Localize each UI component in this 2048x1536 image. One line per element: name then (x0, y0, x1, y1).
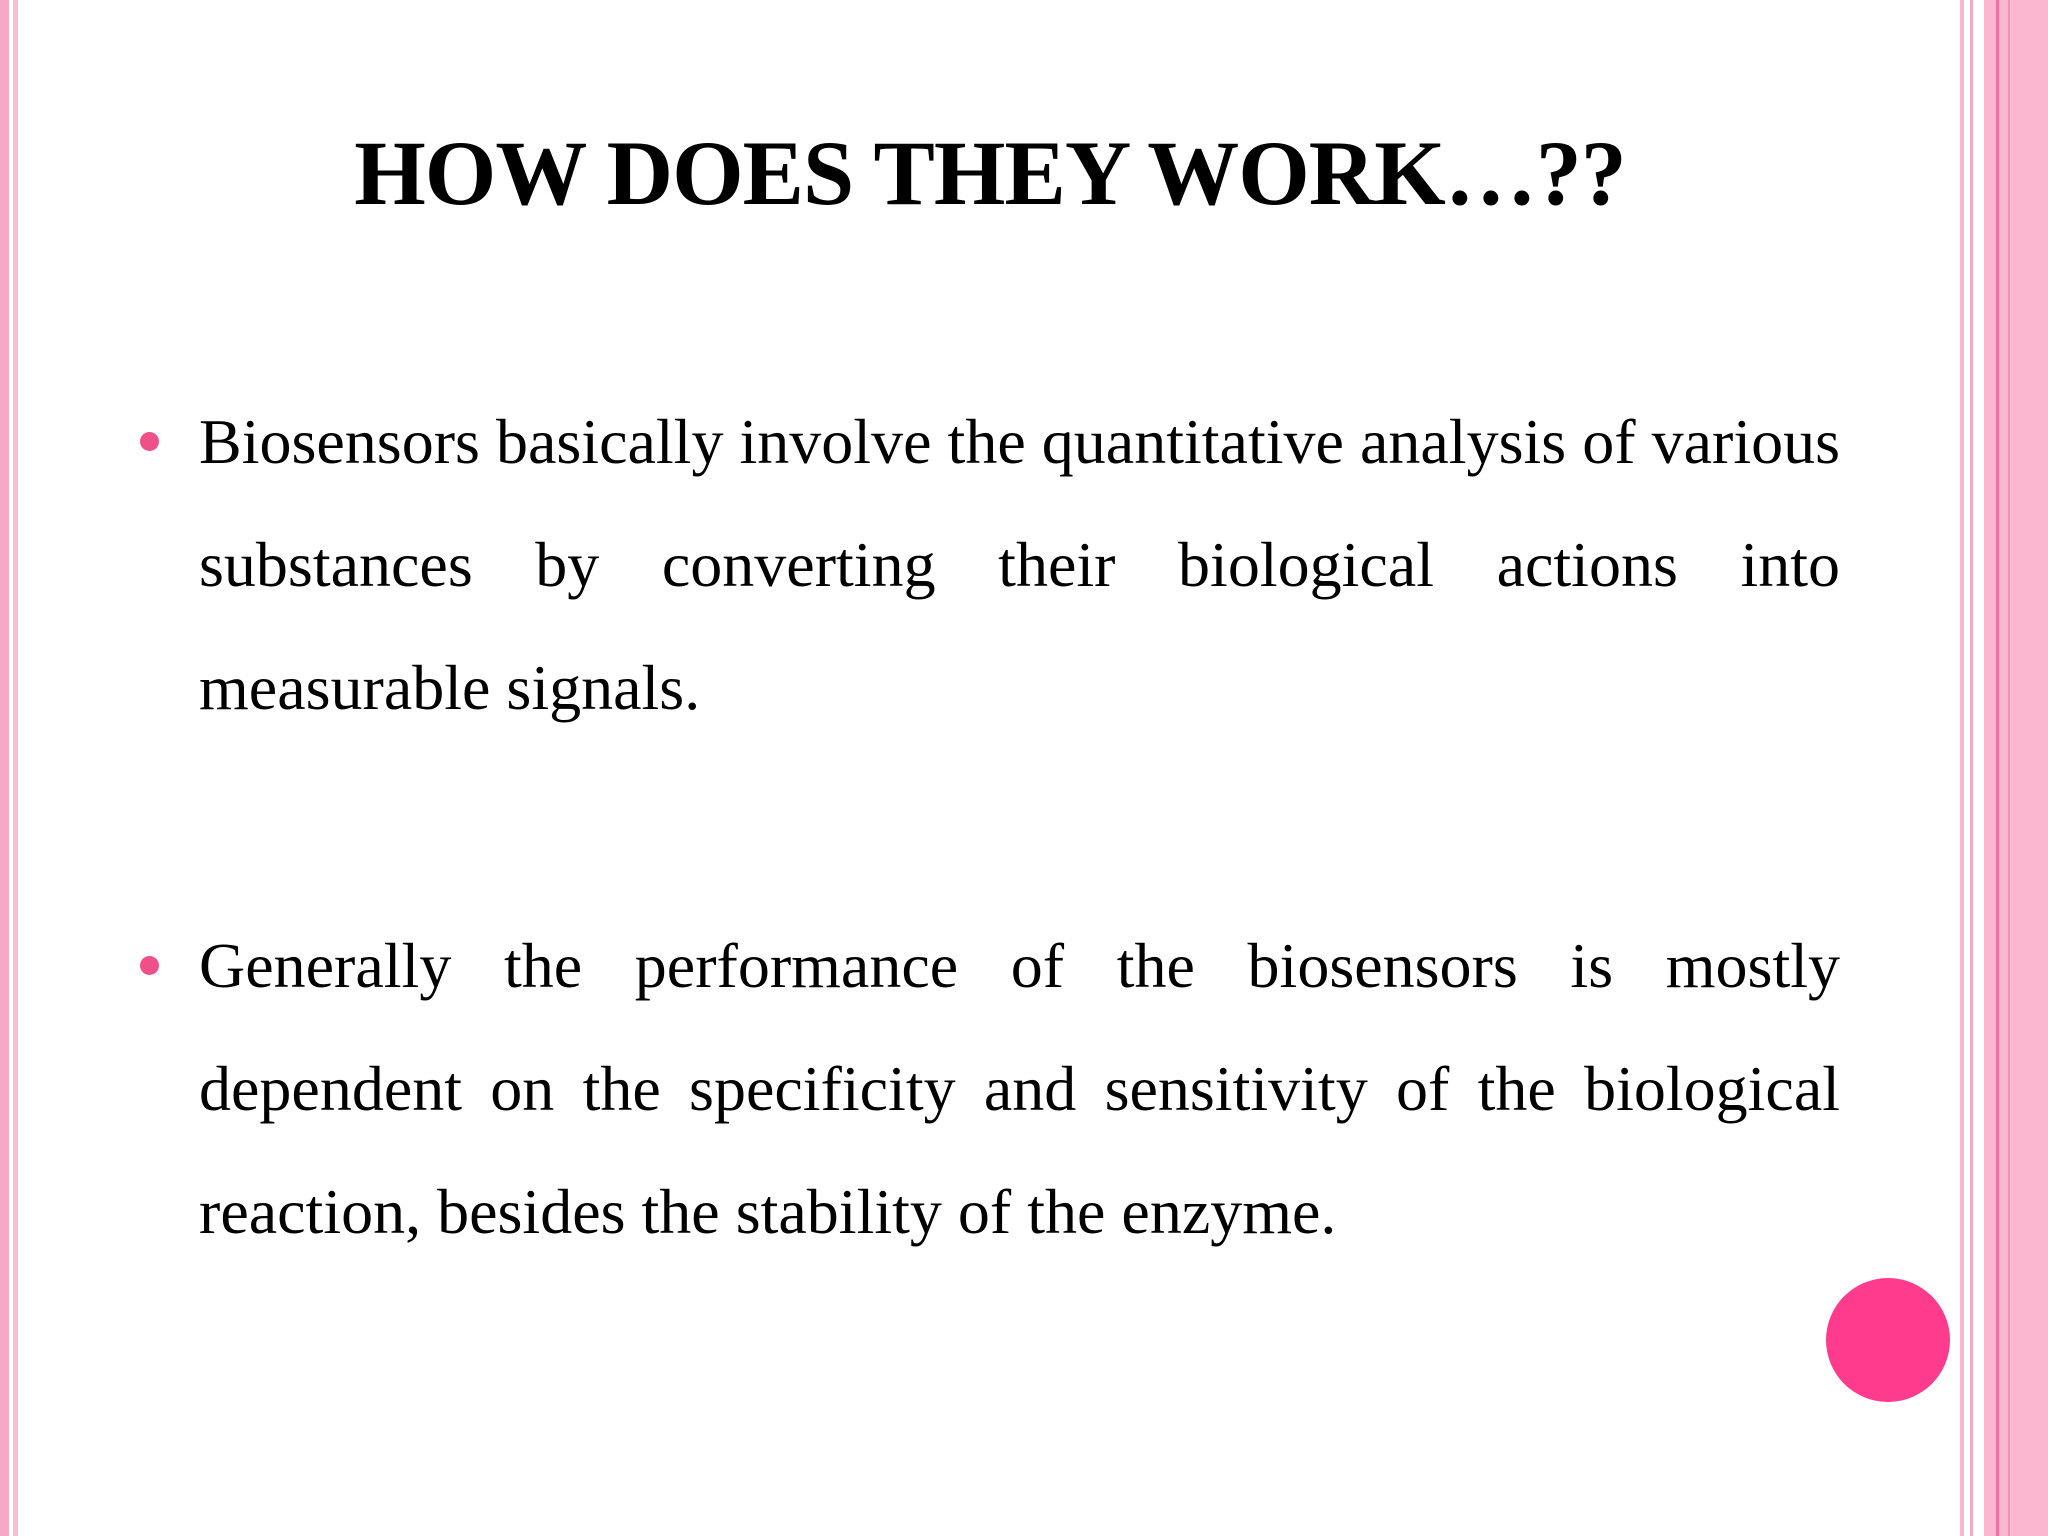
right-strip-accent-line (1996, 0, 1999, 1536)
decorative-circle-icon (1826, 1278, 1950, 1402)
bullet-text: Generally the performance of the biosensors is mostly dependent on the specificity and sensitivity of the biological reaction, besides the stability of the enzyme. (199, 930, 1840, 1247)
right-border-line-inner (1970, 0, 1973, 1536)
right-border-strip (1984, 0, 2048, 1536)
bullet-dot-icon (140, 432, 159, 451)
left-border-line (0, 0, 9, 1536)
right-strip-accent-line-2 (2008, 0, 2010, 1536)
left-border-line-inner (13, 0, 18, 1536)
slide-title: HOW DOES THEY WORK…?? (354, 122, 1626, 224)
bullet-dot-icon (140, 956, 159, 975)
right-border-line-outer (1960, 0, 1964, 1536)
bullet-text: Biosensors basically involve the quantitative analysis of various substances by converting their biological actions into measurable signals. (199, 406, 1840, 723)
